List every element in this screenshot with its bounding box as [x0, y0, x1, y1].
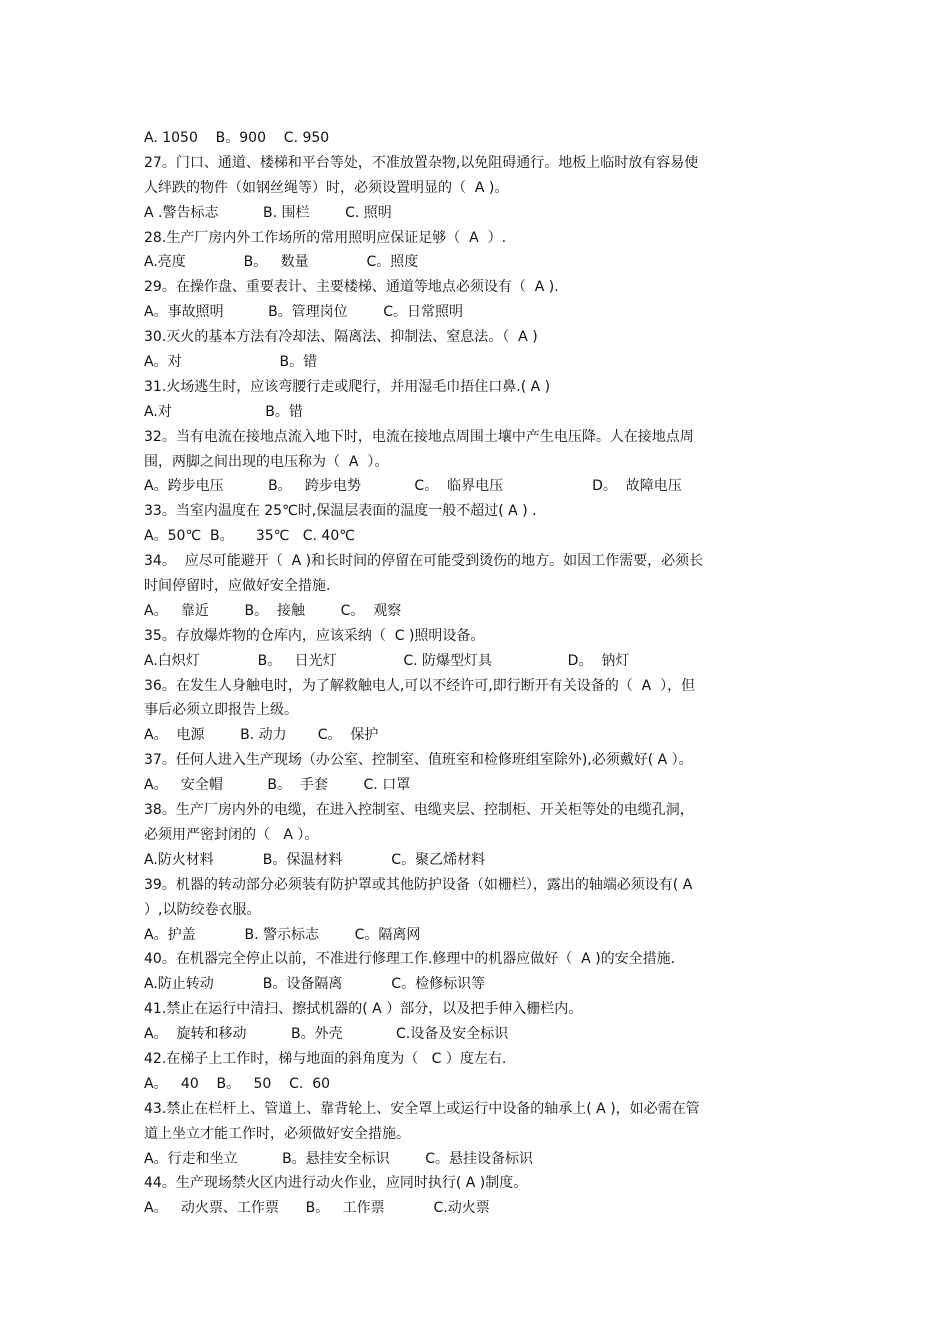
text-line: 35。存放爆炸物的仓库内，应该采纳（ C )照明设备。 [144, 627, 485, 644]
text-line: 31.火场逃生时，应该弯腰行走或爬行，并用湿毛巾捂住口鼻.( A ) [144, 378, 551, 395]
text-line: 37。任何人进入生产现场（办公室、控制室、值班室和检修班组室除外),必须戴好( A ）。 [144, 752, 693, 769]
text-line: 34。 应尽可能避开（ A )和长时间的停留在可能受到烫伤的地方。如因工作需要，必须长 [144, 553, 704, 570]
text-line: 27。门口、通道、楼梯和平台等处，不准放置杂物,以免阻碍通行。地板上临时放有容易使 [144, 154, 699, 171]
text-line: 36。在发生人身触电时，为了解救触电人,可以不经许可,即行断开有关设备的（ A ），但 [144, 677, 696, 694]
text-line: 41.禁止在运行中清扫、擦拭机器的( A ）部分，以及把手伸入栅栏内。 [144, 1001, 583, 1018]
text-line: A。对 B。错 [144, 354, 318, 371]
text-line: 时间停留时，应做好安全措施. [144, 578, 331, 595]
text-line: ）,以防绞卷衣服。 [144, 901, 261, 918]
text-line: 28.生产厂房内外工作场所的常用照明应保证足够（ A ）. [144, 229, 507, 246]
text-line: 38。生产厂房内外的电缆，在进入控制室、电缆夹层、控制柜、开关柜等处的电缆孔洞， [144, 802, 694, 819]
text-line: 44。生产现场禁火区内进行动火作业，应同时执行( A )制度。 [144, 1175, 528, 1192]
text-line: A。50℃ B。 35℃ C. 40℃ [144, 528, 355, 545]
text-line: 29。在操作盘、重要表计、主要楼梯、通道等地点必须设有（ A ). [144, 279, 559, 296]
text-line: A。 安全帽 B。 手套 C. 口罩 [144, 777, 411, 794]
text-line: 40。在机器完全停止以前，不准进行修理工作.修理中的机器应做好（ A )的安全措施. [144, 951, 676, 968]
text-line: 道上坐立才能工作时，必须做好安全措施。 [144, 1125, 410, 1142]
text-line: A .警告标志 B. 围栏 C. 照明 [144, 204, 392, 221]
text-line: 39。机器的转动部分必须装有防护罩或其他防护设备（如栅栏），露出的轴端必须设有( A [144, 876, 693, 893]
text-line: A.防火材料 B。保温材料 C。聚乙烯材料 [144, 851, 486, 868]
text-line: A。 动火票、工作票 B。 工作票 C.动火票 [144, 1200, 490, 1217]
text-line: 围，两脚之间出现的电压称为（ A ）。 [144, 453, 389, 470]
text-line: 33。当室内温度在 25℃时,保温层表面的温度一般不超过( A ) . [144, 503, 537, 520]
text-line: 30.灭火的基本方法有冷却法、隔离法、抑制法、窒息法。（ A ) [144, 329, 538, 346]
question-text-block [144, 126, 824, 1221]
text-line: A.对 B。错 [144, 403, 303, 420]
text-line: A。 旋转和移动 B。外壳 C.设备及安全标识 [144, 1026, 509, 1043]
text-line: 42.在梯子上工作时，梯与地面的斜角度为（ C ）度左右. [144, 1050, 507, 1067]
text-line: A。 靠近 B。 接触 C。 观察 [144, 602, 402, 619]
text-line: A。 40 B。 50 C. 60 [144, 1075, 331, 1092]
text-line: A.白炽灯 B。 日光灯 C. 防爆型灯具 D。 钠灯 [144, 652, 630, 669]
text-line: 43.禁止在栏杆上、管道上、靠背轮上、安全罩上或运行中设备的轴承上( A )，如必需在管 [144, 1100, 700, 1117]
text-line: A。事故照明 B。管理岗位 C。日常照明 [144, 304, 464, 321]
text-line: A.亮度 B。 数量 C。照度 [144, 254, 419, 271]
text-line: A。行走和坐立 B。悬挂安全标识 C。悬挂设备标识 [144, 1150, 534, 1167]
text-line: 32。当有电流在接地点流入地下时，电流在接地点周围土壤中产生电压降。人在接地点周 [144, 428, 694, 445]
text-line: A。护盖 B. 警示标志 C。隔离网 [144, 926, 421, 943]
text-line: 必须用严密封闭的（ A ）。 [144, 826, 319, 843]
text-line: A. 1050 B。900 C. 950 [144, 130, 330, 146]
text-line: A。 电源 B. 动力 C。 保护 [144, 727, 379, 744]
text-line: A。跨步电压 B。 跨步电势 C。 临界电压 D。 故障电压 [144, 478, 682, 495]
text-line: 事后必须立即报告上级。 [144, 702, 298, 719]
text-line: A.防止转动 B。设备隔离 C。检修标识等 [144, 976, 486, 993]
text-line: 人绊跌的物件（如钢丝绳等）时，必须设置明显的（ A )。 [144, 179, 509, 196]
